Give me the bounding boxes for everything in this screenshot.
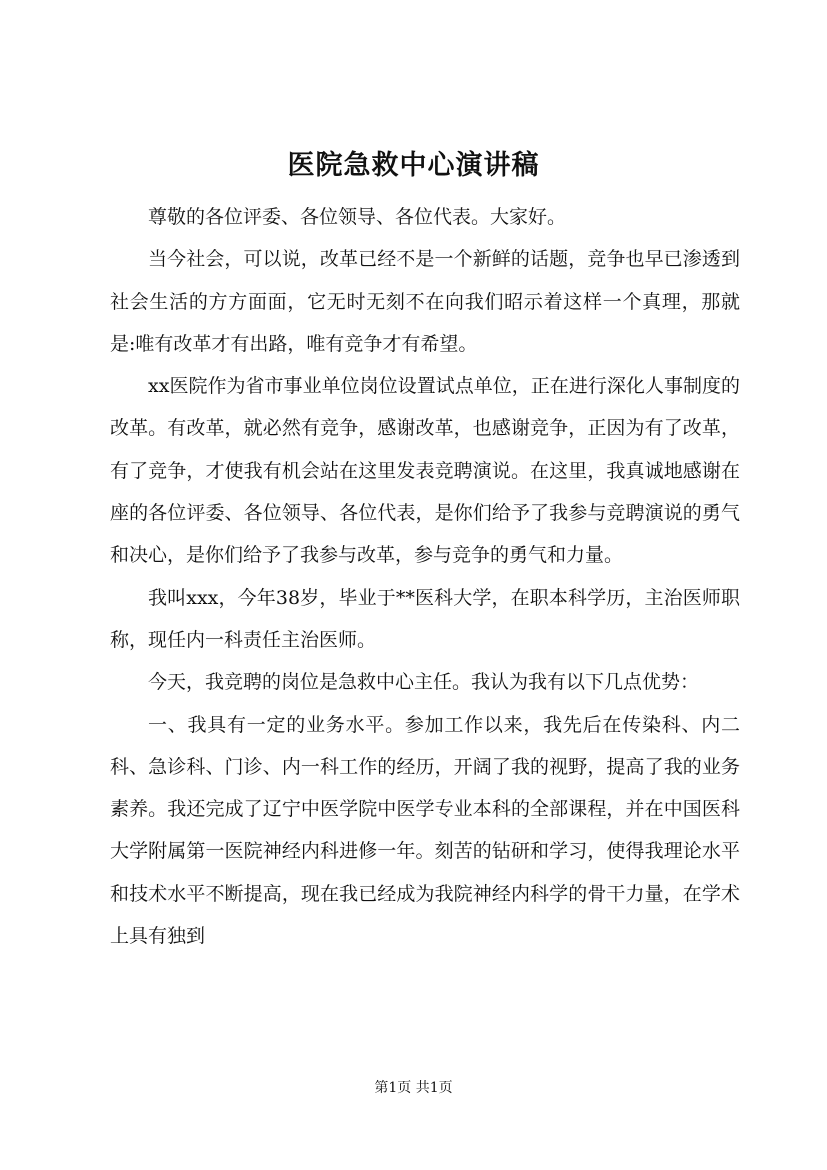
document-body [110,196,740,957]
page-footer: 第1页 共1页 [374,1080,453,1096]
paragraph-reform-intro: 当今社会，可以说，改革已经不是一个新鲜的话题，竞争也早已渗透到社会生活的方方面面，它无时无刻不在向我们昭示着这样一个真理，那就是:唯有改革才有出路，唯有竞争才有希望。 [110,248,740,355]
paragraph-position: 今天，我竞聘的岗位是急救中心主任。我认为我有以下几点优势： [148,671,700,694]
paragraph-greeting: 尊敬的各位评委、各位领导、各位代表。大家好。 [148,206,567,228]
paragraph-hospital-reform: xx医院作为省市事业单位岗位设置试点单位，正在进行深化人事制度的改革。有改革，就必然有竞争，感谢改革，也感谢竞争，正因为有了改革，有了竞争，才使我有机会站在这里发表竞聘演说。在这里，我真诚地感谢在座的各位评委、各位领导、各位代表，是你们给予了我参与竞聘演说的勇气和决心，是你们给予了我参与改革，参与竞争的勇气和力量。 [110,375,740,567]
paragraph-self-introduction: 我叫xxx，今年38岁，毕业于**医科大学，在职本科学历，主治医师职称，现任内一科责任主治医师。 [110,586,740,651]
paragraph-advantage-one: 一、我具有一定的业务水平。参加工作以来，我先后在传染科、内二科、急诊科、门诊、内一科工作的经历，开阔了我的视野，提高了我的业务素养。我还完成了辽宁中医学院中医学专业本科的全部课程，并在中国医科大学附属第一医院神经内科进修一年。刻苦的钻研和学习，使得我理论水平和技术水平不断提高，现在我已经成为我院神经内科学的骨干力量，在学术上具有独到 [110,713,740,948]
document-title: 医院急救中心演讲稿 [287,150,540,181]
